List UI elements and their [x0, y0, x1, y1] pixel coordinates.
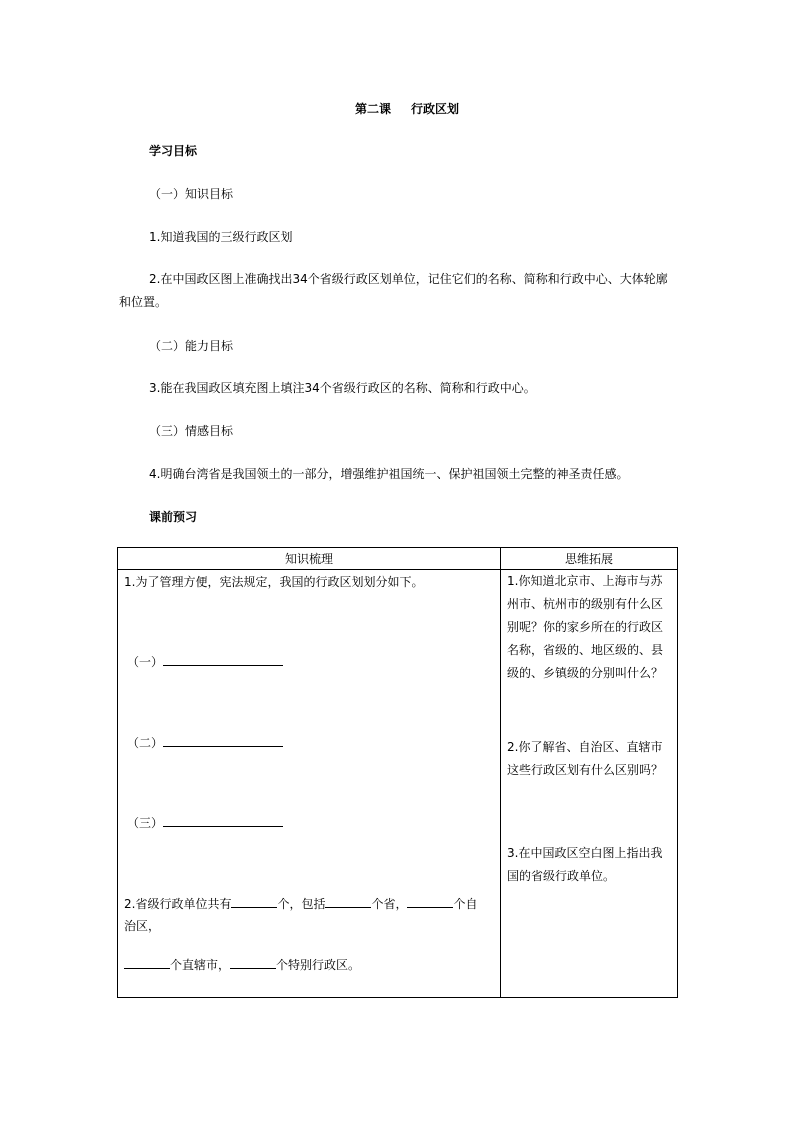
level-line-2 [127, 734, 283, 751]
fill-blank[interactable] [231, 895, 277, 908]
q2-text: 个直辖市， [170, 958, 231, 972]
fill-blank[interactable] [163, 814, 283, 827]
fill-blank[interactable] [230, 956, 276, 969]
lesson-name: 行政区划 [411, 102, 460, 116]
lesson-number: 第二课 [355, 102, 392, 116]
fill-blank[interactable] [124, 956, 170, 969]
question-2-line-3 [124, 956, 360, 973]
preview-table [117, 547, 678, 998]
preview-heading: 课前预习 [149, 510, 198, 524]
knowledge-cell [118, 570, 501, 998]
question-1: 1.为了管理方便，宪法规定，我国的行政区划划分如下。 [124, 575, 424, 589]
level-label-3: （三） [127, 816, 164, 830]
q2-text: 个省， [371, 897, 408, 911]
thinking-question-2: 2.你了解省、自治区、直辖市这些行政区划有什么区别吗？ [507, 740, 664, 777]
page-title [355, 101, 459, 117]
level-line-1 [127, 653, 283, 670]
level-line-3 [127, 814, 283, 831]
objectives-heading: 学习目标 [149, 144, 198, 158]
fill-blank[interactable] [407, 895, 453, 908]
objective-item-2: 2.在中国政区图上准确找出34个省级行政区划单位，记住它们的名称、简称和行政中心、大体轮廓 [149, 272, 668, 286]
ability-label: （二）能力目标 [149, 339, 234, 353]
q2-text: 个特别行政区。 [276, 958, 361, 972]
thinking-cell [501, 570, 678, 998]
question-2-line-1 [124, 895, 478, 912]
level-label-2: （二） [127, 736, 164, 750]
objective-item-1: 1.知道我国的三级行政区划 [149, 230, 293, 244]
fill-blank[interactable] [163, 734, 283, 747]
fill-blank[interactable] [163, 653, 283, 666]
objective-item-4: 4.明确台湾省是我国领土的一部分，增强维护祖国统一、保护祖国领土完整的神圣责任感。 [149, 467, 629, 481]
objective-item-3: 3.能在我国政区填充图上填注34个省级行政区的名称、简称和行政中心。 [149, 381, 536, 395]
fill-blank[interactable] [325, 895, 371, 908]
header-thinking: 思维拓展 [501, 548, 678, 570]
q2-text: 个自 [453, 897, 478, 911]
emotion-label: （三）情感目标 [149, 424, 234, 438]
level-label-1: （一） [127, 655, 164, 669]
q2-text: 2.省级行政单位共有 [124, 897, 232, 911]
question-2-line-2: 治区， [124, 919, 161, 933]
knowledge-label: （一）知识目标 [149, 187, 234, 201]
objective-item-2-cont: 和位置。 [119, 295, 168, 309]
header-knowledge: 知识梳理 [118, 548, 501, 570]
q2-text: 个，包括 [277, 897, 326, 911]
thinking-question-1: 1.你知道北京市、上海市与苏州市、杭州市的级别有什么区别呢？你的家乡所在的行政区名称，省级的、地区级的、县级的、乡镇级的分别叫什么？ [507, 574, 664, 680]
thinking-question-3: 3.在中国政区空白图上指出我国的省级行政单位。 [507, 846, 663, 883]
